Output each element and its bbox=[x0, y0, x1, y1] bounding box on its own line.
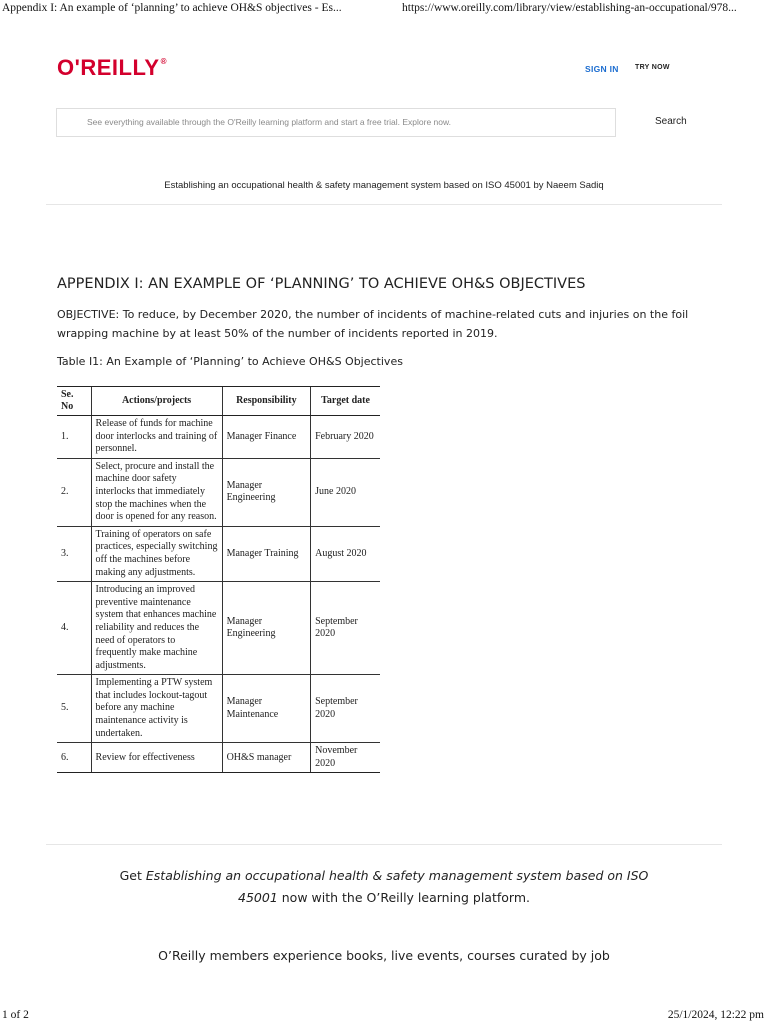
header-responsibility: Responsibility bbox=[222, 387, 311, 416]
row-number: 3. bbox=[57, 526, 91, 581]
row-number: 5. bbox=[57, 675, 91, 743]
row-responsibility: OH&S manager bbox=[222, 743, 311, 773]
members-message: O’Reilly members experience books, live events, courses curated by job bbox=[158, 948, 610, 963]
search-placeholder: See everything available through the O'Reilly learning platform and start a free trial. Explore now. bbox=[87, 117, 452, 127]
print-footer bbox=[0, 1009, 768, 1024]
row-target-date: August 2020 bbox=[311, 526, 380, 581]
row-target-date: November 2020 bbox=[311, 743, 380, 773]
header-actions: Actions/projects bbox=[91, 387, 222, 416]
print-datetime: 25/1/2024, 12:22 pm bbox=[667, 1009, 764, 1021]
header-se-no: Se. No bbox=[57, 387, 91, 416]
logo-text: O'REILLY bbox=[57, 55, 160, 80]
row-target-date: February 2020 bbox=[311, 416, 380, 459]
objective-paragraph: OBJECTIVE: To reduce, by December 2020, the number of incidents of machine-related cuts and injuries on the foil wrapping machine by at least 50% of the number of incidents reported in 2019. bbox=[57, 308, 689, 340]
registered-mark: ® bbox=[160, 57, 167, 66]
table-row bbox=[57, 416, 380, 459]
row-number: 6. bbox=[57, 743, 91, 773]
cta-message bbox=[100, 865, 668, 909]
table-row bbox=[57, 675, 380, 743]
search-input[interactable] bbox=[56, 108, 616, 137]
row-action: Training of operators on safe practices, especially switching off the machines before making any adjustments. bbox=[91, 526, 222, 581]
header-divider bbox=[46, 204, 722, 205]
row-action: Release of funds for machine door interlocks and training of personnel. bbox=[91, 416, 222, 459]
oreilly-logo[interactable] bbox=[57, 55, 167, 81]
sign-in-link[interactable]: SIGN IN bbox=[585, 64, 619, 74]
row-target-date: September 2020 bbox=[311, 582, 380, 675]
cta-prefix: Get bbox=[119, 868, 146, 883]
table-header-row bbox=[57, 387, 380, 416]
row-responsibility: Manager Finance bbox=[222, 416, 311, 459]
content-divider bbox=[46, 844, 722, 845]
row-action: Select, procure and install the machine door safety interlocks that immediately stop the machines when the door is opened for any reason. bbox=[91, 458, 222, 526]
appendix-heading: APPENDIX I: AN EXAMPLE OF ‘PLANNING’ TO ACHIEVE OH&S OBJECTIVES bbox=[57, 276, 586, 292]
print-header bbox=[0, 0, 768, 20]
table-row bbox=[57, 458, 380, 526]
cta-suffix: now with the O’Reilly learning platform. bbox=[277, 890, 530, 905]
row-number: 2. bbox=[57, 458, 91, 526]
print-page-title: Appendix I: An example of ‘planning’ to achieve OH&S objectives - Es... bbox=[2, 2, 342, 14]
try-now-link[interactable]: TRY NOW bbox=[635, 64, 670, 71]
table-row bbox=[57, 526, 380, 581]
print-page-count: 1 of 2 bbox=[2, 1009, 29, 1021]
row-responsibility: Manager Training bbox=[222, 526, 311, 581]
cta-book-title: Establishing an occupational health & safety management system based on ISO 45001 bbox=[145, 868, 649, 905]
row-number: 1. bbox=[57, 416, 91, 459]
planning-table bbox=[57, 386, 380, 773]
row-action: Introducing an improved preventive maintenance system that enhances machine reliability and reduces the need of operators to frequently make machine adjustments. bbox=[91, 582, 222, 675]
print-page-url: https://www.oreilly.com/library/view/establishing-an-occupational/978... bbox=[402, 2, 737, 14]
row-responsibility: Manager Engineering bbox=[222, 458, 311, 526]
header-target-date: Target date bbox=[311, 387, 380, 416]
table-row bbox=[57, 582, 380, 675]
row-target-date: September 2020 bbox=[311, 675, 380, 743]
book-title-link[interactable]: Establishing an occupational health & safety management system based on ISO 45001 by Naeem Sadiq bbox=[164, 180, 604, 191]
row-responsibility: Manager Engineering bbox=[222, 582, 311, 675]
table-row bbox=[57, 743, 380, 773]
row-target-date: June 2020 bbox=[311, 458, 380, 526]
row-action: Implementing a PTW system that includes lockout-tagout before any machine maintenance activity is undertaken. bbox=[91, 675, 222, 743]
row-action: Review for effectiveness bbox=[91, 743, 222, 773]
row-number: 4. bbox=[57, 582, 91, 675]
row-responsibility: Manager Maintenance bbox=[222, 675, 311, 743]
search-button[interactable]: Search bbox=[655, 116, 687, 127]
table-caption: Table I1: An Example of ‘Planning’ to Achieve OH&S Objectives bbox=[57, 355, 403, 368]
